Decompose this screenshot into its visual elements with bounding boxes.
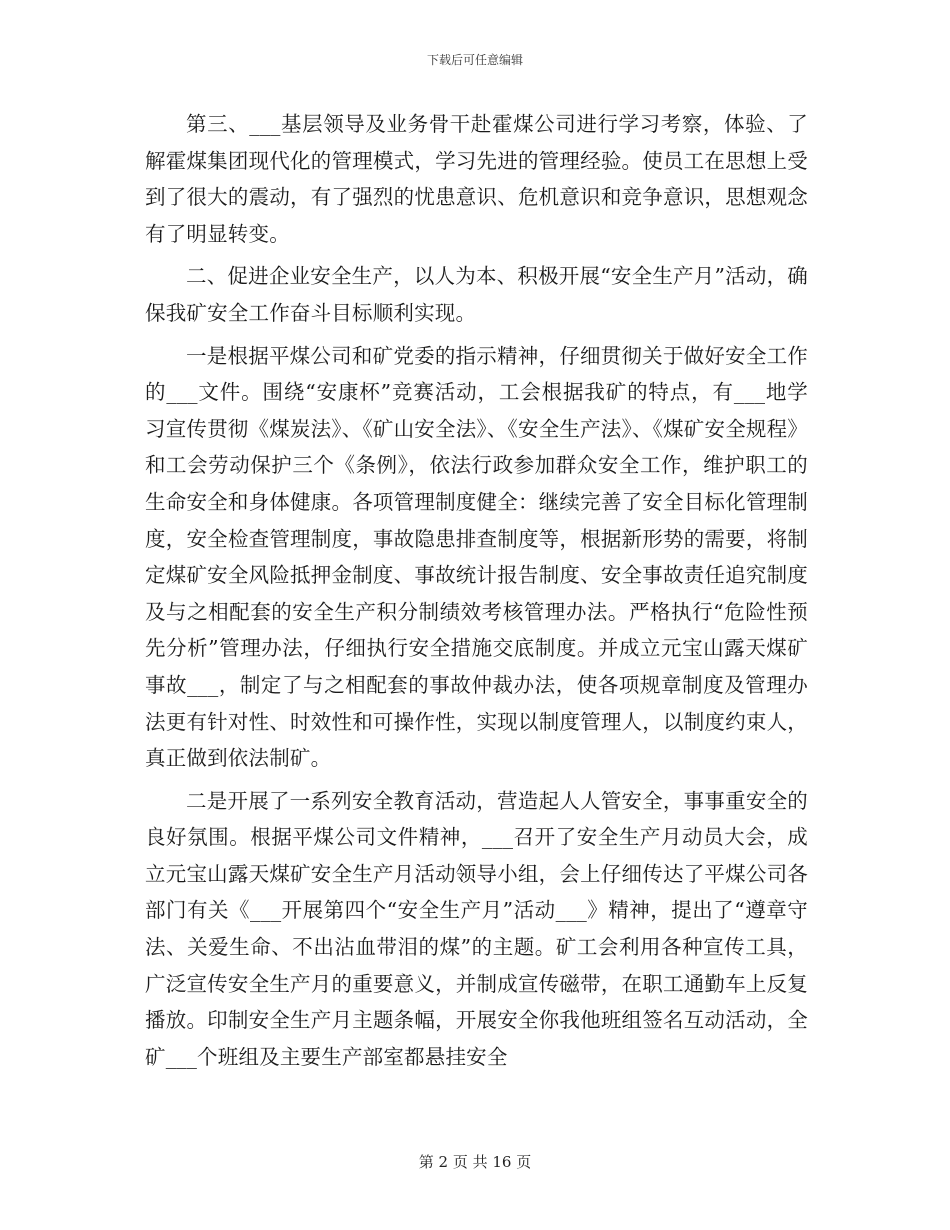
paragraph-1: 第三、___基层领导及业务骨干赴霍煤公司进行学习考察，体验、了解霍煤集团现代化的管理模式，学习先进的管理经验。使员工在思想上受到了很大的震动，有了强烈的忧患意识、危机意识和竞争意识，思想观念有了明显转变。 (145, 112, 808, 246)
paragraph-2: 二、促进企业安全生产，以人为本、积极开展“安全生产月”活动，确保我矿安全工作奋斗目标顺利实现。 (145, 264, 808, 325)
paragraph-3: 一是根据平煤公司和矿党委的指示精神，仔细贯彻关于做好安全工作的___文件。围绕“安康杯”竞赛活动，工会根据我矿的特点，有___地学习宣传贯彻《煤炭法》、《矿山安全法》、《安全生产法》、《煤矿安全规程》和工会劳动保护三个《条例》，依法行政参加群众安全工作，维护职工的生命安全和身体健康。各项管理制度健全：继续完善了安全目标化管理制度，安全检查管理制度，事故隐患排查制度等，根据新形势的需要，将制定煤矿安全风险抵押金制度、事故统计报告制度、安全事故责任追究制度及与之相配套的安全生产积分制绩效考核管理办法。严格执行“危险性预先分析”管理办法，仔细执行安全措施交底制度。并成立元宝山露天煤矿事故___，制定了与之相配套的事故仲裁办法，使各项规章制度及管理办法更有针对性、时效性和可操作性，实现以制度管理人，以制度约束人，真正做到依法制矿。 (145, 343, 808, 771)
page-header: 下载后可任意编辑 (426, 53, 523, 67)
paragraph-4: 二是开展了一系列安全教育活动，营造起人人管安全，事事重安全的良好氛围。根据平煤公司文件精神，___召开了安全生产月动员大会，成立元宝山露天煤矿安全生产月活动领导小组，会上仔细传达了平煤公司各部门有关《___开展第四个“安全生产月”活动___》精神，提出了“遵章守法、关爱生命、不出沾血带泪的煤”的主题。矿工会利用各种宣传工具，广泛宣传安全生产月的重要意义，并制成宣传磁带，在职工通勤车上反复播放。印制安全生产月主题条幅，开展安全你我他班组签名互动活动，全矿___个班组及主要生产部室都悬挂安全 (145, 788, 808, 1069)
page-footer: 第 2 页 共 16 页 (418, 1153, 532, 1171)
document-body (145, 106, 808, 1081)
